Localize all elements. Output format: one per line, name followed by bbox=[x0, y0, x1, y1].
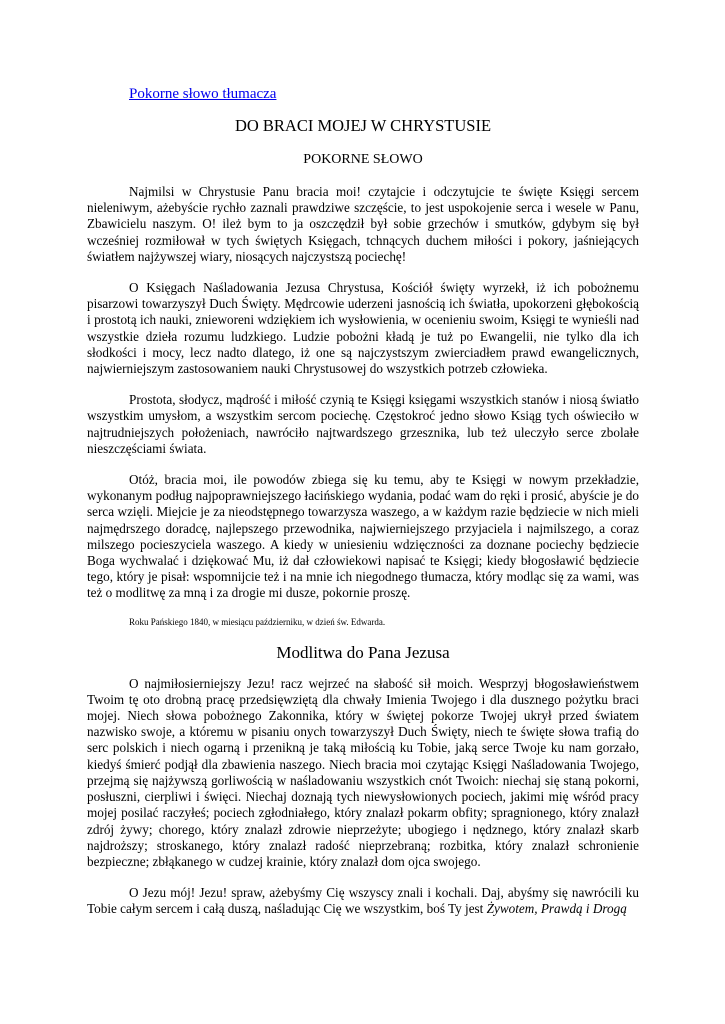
prayer-paragraph-1: O najmiłosierniejszy Jezu! racz wejrzeć na słabość sił moich. Wesprzyj błogosławieństwem Twoim tę oto drobną pracę przedsięwziętą dla chwały Imienia Twojego i dla dusznego pożytku braci mojej. Niech słowa pobożnego Zakonnika, który w świętej pokorze Twojej ukrył przed światem nazwisko swoje, a któremu w pisaniu onych towarzyszył Duch Święty, niech te święte słowa trafią do serc polskich i niech ogarną i przenikną je taką miłością ku Tobie, jaką serce Twoje ku nam gorzało, kiedyś śmierć podjął dla zbawienia naszego. Niech bracia moi czytając Księgi Naśladowania Twojego, przejmą się najżywszą gorliwością w naśladowaniu wszystkich cnót Twoich: niechaj się staną pokorni, posłuszni, cierpliwi i święci. Niechaj doznają tych niewysłowionych pociech, jakimi mię wśród pracy mojej posilać raczyłeś; pociech zgłodniałego, który znalazł pokarm obfity; spragnionego, który znalazł zdrój żywy; chorego, który znalazł zdrowie nieprzeżyte; ubogiego i nędznego, który znalazł skarb najdroższy; stroskanego, który znalazł radość nieprzebraną; rozbitka, który znalazł schronienie bezpieczne; zbłąkanego w cudzej krainie, który znalazł dom ojca swojego. bbox=[87, 675, 639, 869]
dateline: Roku Pańskiego 1840, w miesiącu październiku, w dzień św. Edwarda. bbox=[129, 616, 386, 627]
document-page bbox=[87, 84, 639, 933]
section-subtitle: POKORNE SŁOWO bbox=[303, 152, 423, 167]
prayer-paragraph-2-text: O Jezu mój! Jezu! spraw, ażebyśmy Cię wszyscy znali i kochali. Daj, abyśmy się nawrócili ku Tobie całym sercem i całą duszą, naśladując Cię we wszystkim, boś Ty jest bbox=[87, 885, 639, 917]
prayer-title: Modlitwa do Pana Jezusa bbox=[276, 642, 450, 662]
prayer-paragraph-2 bbox=[87, 885, 639, 917]
paragraph-2: O Księgach Naśladowania Jezusa Chrystusa, Kościół święty wyrzekł, iż ich pobożnemu pisarzowi towarzyszył Duch Święty. Mędrcowie uderzeni jasnością ich światła, upokorzeni głębokością i prostotą ich nauki, znieworeni wdziękiem ich wysłowienia, w ocenieniu swoim, Księgi te wynieśli nad wszystkie dzieła rozumu ludzkiego. Ludzie pobożni kładą je tuż po Ewangelii, nie tylko dla ich słodkości i mocy, lecz nadto dlatego, iż one są najczystszym zwierciadłem prawd ewangelicznych, najwierniejszym zastosowaniem nauki Chrystusowej do wszystkich potrzeb człowieka. bbox=[87, 280, 639, 377]
paragraph-3: Prostota, słodycz, mądrość i miłość czynią te Księgi księgami wszystkich stanów i niosą światło wszystkim umysłom, a wszystkim sercom pociechę. Częstokroć jedno słowo Ksiąg tych oświeciło w najtrudniejszych położeniach, nawróciło najtwardszego grzesznika, lub też uleczyło serce zbolałe nieszczęściami świata. bbox=[87, 392, 639, 456]
paragraph-4: Otóż, bracia moi, ile powodów zbiega się ku temu, aby te Księgi w nowym przekładzie, wykonanym podług najpoprawniejszego łacińskiego wydania, podać wam do ręki i prosić, abyście je do serca wzięli. Miejcie je za nieodstępnego towarzysza waszego, a w każdym razie będziecie w nich mieli najmędrszego doradcę, najlepszego przewodnika, najwierniejszego przyjaciela i najmilszego, a coraz milszego pocieszyciela waszego. A kiedy w uniesieniu wdzięczności za doznane pociechy będziecie Boga wychwalać i dziękować Mu, iż dał człowiekowi napisać te Księgi; kiedy błogosławić będziecie tego, który je pisał: wspomnijcie też i na mnie ich niegodnego tłumacza, który modląc się za wami, was też o modlitwę za mną i za drogie mi dusze, pokornie proszę. bbox=[87, 472, 639, 601]
document-title: DO BRACI MOJEJ W CHRYSTUSIE bbox=[234, 116, 492, 135]
toc-link-pokorne-slowo[interactable]: Pokorne słowo tłumacza bbox=[129, 86, 277, 102]
prayer-paragraph-2-italic: Żywotem, Prawdą i Drogą bbox=[486, 901, 627, 917]
paragraph-1: Najmilsi w Chrystusie Panu bracia moi! czytajcie i odczytujcie te święte Księgi sercem nieleniwym, ażebyście rychło zaznali prawdziwe szczęście, to jest uspokojenie serca i wesele w Panu, Zbawicielu naszym. O! ileż bym to ja oszczędził był sobie grzechów i smutków, gdybym się był wcześniej rozmiłował w tych świętych Księgach, tchnących duchem miłości i pokory, jaśniejących światłem najżywszej wiary, niosących najczystszą pociechę! bbox=[87, 184, 639, 264]
